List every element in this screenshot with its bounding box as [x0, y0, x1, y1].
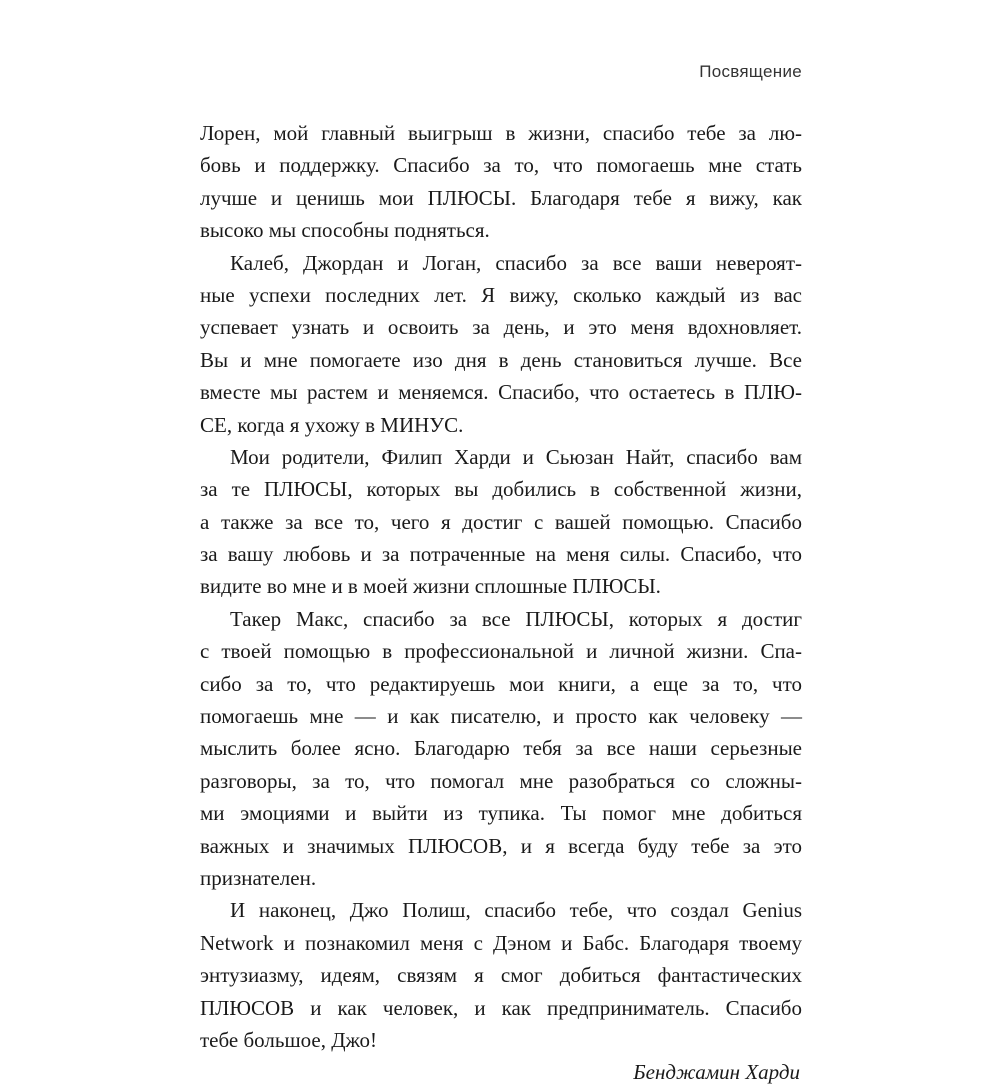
- text-line: признателен.: [200, 865, 317, 890]
- text-line: СЕ, когда я ухожу в МИНУС.: [200, 412, 464, 437]
- text-line: видите во мне и в моей жизни сплошные ПЛЮСЫ.: [200, 574, 661, 599]
- text-line: а также за все то, чего я достиг с вашей помощью. Спасибо: [200, 509, 802, 534]
- text-line: вместе мы растем и меняемся. Спасибо, что остаетесь в ПЛЮ-: [200, 380, 802, 405]
- dedication-text: [200, 117, 802, 1089]
- text-line: Network и познакомил меня с Дэном и Бабс. Благодаря твоему: [200, 930, 802, 955]
- running-head-title: Посвящение: [699, 62, 802, 81]
- text-line: лучше и ценишь мои ПЛЮСЫ. Благодаря тебе я вижу, как: [200, 185, 802, 210]
- text-line: ми эмоциями и выйти из тупика. Ты помог мне добиться: [200, 801, 802, 826]
- paragraph-4: [200, 603, 802, 895]
- text-line: разговоры, за то, что помогал мне разобраться со сложны-: [200, 768, 802, 793]
- text-line: бовь и поддержку. Спасибо за то, что помогаешь мне стать: [200, 153, 802, 178]
- text-line: Лорен, мой главный выигрыш в жизни, спасибо тебе за лю-: [200, 121, 802, 145]
- paragraph-2: [200, 247, 802, 441]
- text-line: за те ПЛЮСЫ, которых вы добились в собственной жизни,: [200, 477, 802, 502]
- text-line: помогаешь мне — и как писателю, и просто как человеку —: [200, 704, 802, 729]
- text-line: важных и значимых ПЛЮСОВ, и я всегда буду тебе за это: [200, 833, 802, 858]
- text-line: успевает узнать и освоить за день, и это меня вдохновляет.: [200, 315, 802, 340]
- text-line: Мои родители, Филип Харди и Сьюзан Найт, спасибо вам: [230, 444, 802, 469]
- text-line: Калеб, Джордан и Логан, спасибо за все ваши невероят-: [230, 250, 802, 275]
- text-line: с твоей помощью в профессиональной и личной жизни. Спа-: [200, 639, 802, 664]
- text-line: энтузиазму, идеям, связям я смог добиться фантастических: [200, 963, 802, 988]
- text-line: мыслить более ясно. Благодарю тебя за все наши серьезные: [200, 736, 802, 761]
- text-line: И наконец, Джо Полиш, спасибо тебе, что создал Genius: [230, 898, 802, 923]
- text-line: тебе большое, Джо!: [200, 1027, 377, 1052]
- text-line: сибо за то, что редактируешь мои книги, а еще за то, что: [200, 671, 802, 696]
- author-signature: Бенджамин Харди: [633, 1060, 800, 1085]
- paragraph-1: [200, 117, 802, 247]
- paragraph-5: [200, 894, 802, 1056]
- text-line: Вы и мне помогаете изо дня в день становиться лучше. Все: [200, 347, 802, 372]
- text-line: ные успехи последних лет. Я вижу, сколько каждый из вас: [200, 282, 802, 307]
- text-line: Такер Макс, спасибо за все ПЛЮСЫ, которых я достиг: [230, 606, 802, 631]
- text-line: ПЛЮСОВ и как человек, и как предприниматель. Спасибо: [200, 995, 802, 1020]
- paragraph-3: [200, 441, 802, 603]
- text-line: за вашу любовь и за потраченные на меня силы. Спасибо, что: [200, 542, 802, 567]
- text-line: высоко мы способны подняться.: [200, 218, 490, 243]
